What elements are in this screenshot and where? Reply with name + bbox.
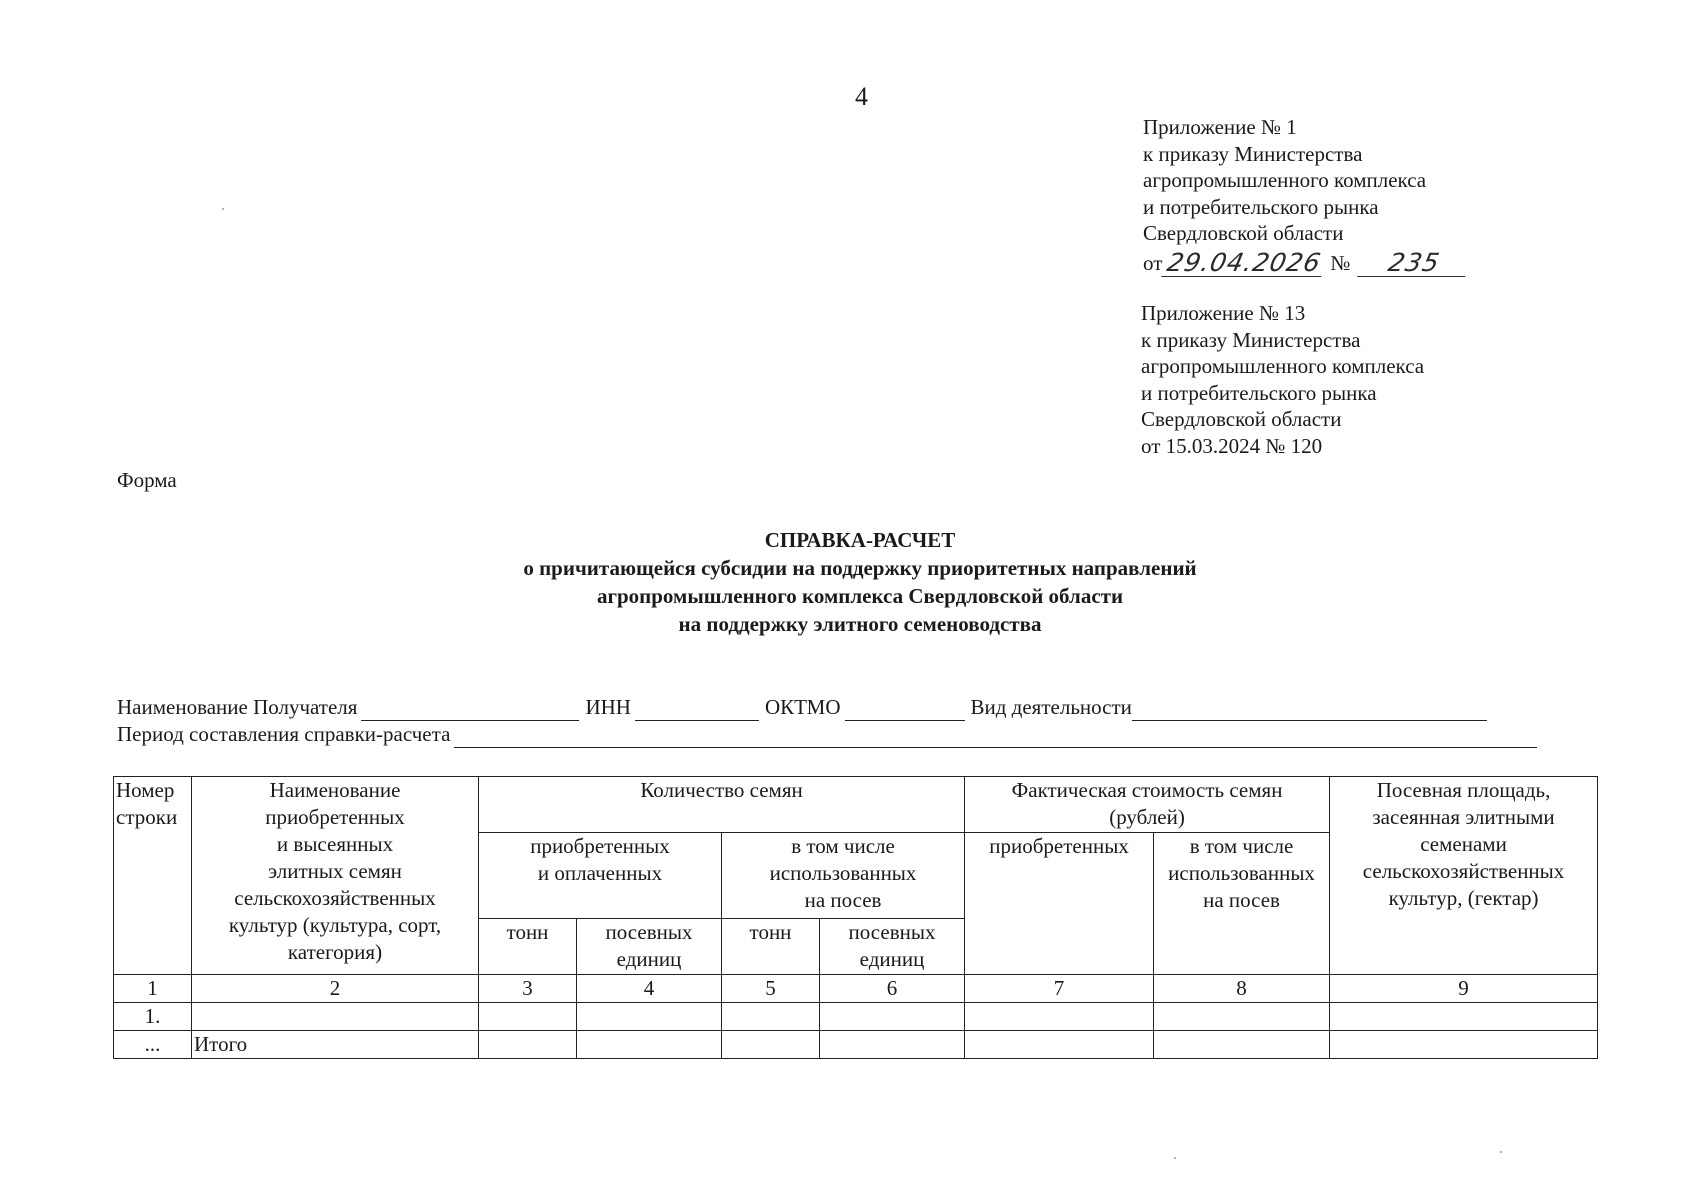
column-number-row bbox=[114, 975, 1598, 1003]
data-cell[interactable] bbox=[1330, 1003, 1598, 1031]
data-cell[interactable] bbox=[1154, 1031, 1330, 1059]
recipient-field[interactable] bbox=[361, 700, 579, 721]
from-prefix: от bbox=[1143, 251, 1163, 275]
header-text: на посев bbox=[804, 888, 882, 912]
header-text: семенами bbox=[1420, 832, 1507, 856]
appendix-1-line: Свердловской области bbox=[1143, 221, 1344, 245]
appendix-13-line: агропромышленного комплекса bbox=[1141, 354, 1425, 378]
handwritten-number: 235 bbox=[1358, 250, 1472, 277]
header-sown-area bbox=[1330, 777, 1598, 975]
column-number: 7 bbox=[965, 975, 1154, 1003]
row-number-cell: ... bbox=[114, 1031, 192, 1059]
data-cell[interactable] bbox=[722, 1003, 820, 1031]
header-text: на посев bbox=[1203, 888, 1280, 912]
handwritten-date: 29.04.2026 bbox=[1162, 250, 1328, 277]
appendix-1-line: и потребительского рынка bbox=[1143, 194, 1379, 219]
calculation-table bbox=[113, 776, 1598, 1059]
total-label-cell: Итого bbox=[192, 1031, 479, 1059]
column-number: 6 bbox=[820, 975, 965, 1003]
form-fields bbox=[117, 694, 1543, 748]
appendix-13-line: к приказу Министерства bbox=[1141, 327, 1361, 352]
header-actual-cost bbox=[965, 777, 1330, 833]
activity-label: Вид деятельности bbox=[970, 695, 1132, 719]
recipient-row bbox=[117, 694, 1543, 721]
header-text: посевных bbox=[605, 920, 693, 944]
header-purchased-paid bbox=[479, 833, 722, 919]
column-number: 4 bbox=[577, 975, 722, 1003]
header-seed-units bbox=[577, 919, 722, 975]
oktmo-label: ОКТМО bbox=[764, 695, 841, 719]
header-text: культур, (гектар) bbox=[1388, 886, 1539, 910]
table-row bbox=[114, 1031, 1598, 1059]
header-cost-used bbox=[1154, 833, 1330, 975]
header-used-for-sowing bbox=[722, 833, 965, 919]
appendix-1-line: агропромышленного комплекса bbox=[1143, 168, 1427, 192]
data-cell[interactable] bbox=[577, 1031, 722, 1059]
row-number-cell: 1. bbox=[114, 1003, 192, 1031]
header-text: сельскохозяйственных bbox=[1362, 859, 1565, 883]
title-line: о причитающейся субсидии на поддержку приоритетных направлений bbox=[523, 556, 1197, 580]
header-row-number bbox=[114, 777, 192, 975]
header-text: в том числе bbox=[1189, 834, 1294, 858]
header-tons: тонн bbox=[479, 919, 577, 975]
header-text: приобретенных bbox=[265, 805, 405, 829]
header-text: единиц bbox=[616, 947, 682, 971]
scan-speck bbox=[1174, 1157, 1176, 1159]
header-text: в том числе bbox=[791, 834, 895, 858]
oktmo-field[interactable] bbox=[845, 700, 965, 721]
header-text: использованных bbox=[1168, 861, 1315, 885]
appendix-1-line: Приложение № 1 bbox=[1143, 115, 1297, 139]
period-field[interactable] bbox=[454, 727, 1537, 748]
header-text: строки bbox=[116, 805, 178, 829]
appendix-13-line: Свердловской области bbox=[1141, 407, 1342, 431]
header-purchased: приобретенных bbox=[965, 833, 1154, 975]
data-cell[interactable] bbox=[722, 1031, 820, 1059]
header-text: сельскохозяйственных bbox=[234, 886, 436, 910]
column-number: 3 bbox=[479, 975, 577, 1003]
table-row bbox=[114, 1003, 1598, 1031]
column-number: 2 bbox=[192, 975, 479, 1003]
data-cell[interactable] bbox=[479, 1031, 577, 1059]
scan-speck bbox=[222, 208, 224, 210]
column-number: 9 bbox=[1330, 975, 1598, 1003]
header-text: культур (культура, сорт, bbox=[228, 913, 442, 937]
column-number: 1 bbox=[114, 975, 192, 1003]
appendix-13-line: Приложение № 13 bbox=[1141, 301, 1306, 325]
header-crop-name bbox=[192, 777, 479, 975]
title-line: на поддержку элитного семеноводства bbox=[678, 612, 1042, 636]
form-label: Форма bbox=[117, 468, 177, 492]
activity-field[interactable] bbox=[1132, 700, 1487, 721]
header-text: и высеянных bbox=[276, 832, 394, 856]
header-text: и оплаченных bbox=[537, 861, 663, 885]
document-title bbox=[0, 526, 1697, 638]
column-number: 5 bbox=[722, 975, 820, 1003]
title-heading: СПРАВКА-РАСЧЕТ bbox=[764, 528, 956, 552]
recipient-label: Наименование Получателя bbox=[117, 695, 358, 719]
data-cell[interactable] bbox=[577, 1003, 722, 1031]
header-text: посевных bbox=[848, 920, 936, 944]
header-seed-units bbox=[820, 919, 965, 975]
number-prefix: № bbox=[1330, 251, 1351, 275]
header-text: единиц bbox=[859, 947, 925, 971]
header-text: Номер bbox=[116, 778, 175, 802]
inn-field[interactable] bbox=[635, 700, 759, 721]
appendix-1-block bbox=[1143, 114, 1468, 277]
period-label: Период составления справки-расчета bbox=[117, 722, 451, 746]
crop-name-cell[interactable] bbox=[192, 1003, 479, 1031]
header-text: Посевная площадь, bbox=[1376, 778, 1551, 802]
appendix-1-date-line bbox=[1143, 247, 1468, 277]
appendix-13-line: от 15.03.2024 № 120 bbox=[1141, 433, 1323, 458]
title-line: агропромышленного комплекса Свердловской области bbox=[596, 584, 1124, 608]
page-number: 4 bbox=[855, 82, 868, 111]
header-text: использованных bbox=[769, 861, 917, 885]
data-cell[interactable] bbox=[965, 1031, 1154, 1059]
scan-speck bbox=[1500, 1151, 1502, 1153]
appendix-1-line: к приказу Министерства bbox=[1143, 141, 1363, 166]
header-text: элитных семян bbox=[268, 859, 402, 883]
data-cell[interactable] bbox=[820, 1031, 965, 1059]
inn-label: ИНН bbox=[585, 695, 631, 719]
header-text: Наименование bbox=[269, 778, 401, 802]
appendix-13-block bbox=[1141, 300, 1424, 459]
data-cell[interactable] bbox=[965, 1003, 1154, 1031]
data-cell[interactable] bbox=[820, 1003, 965, 1031]
header-text: категория) bbox=[287, 940, 383, 964]
data-cell[interactable] bbox=[479, 1003, 577, 1031]
period-row bbox=[117, 721, 1543, 748]
header-row bbox=[114, 777, 1598, 833]
header-tons: тонн bbox=[722, 919, 820, 975]
data-cell[interactable] bbox=[1154, 1003, 1330, 1031]
data-cell[interactable] bbox=[1330, 1031, 1598, 1059]
header-text: приобретенных bbox=[530, 834, 670, 858]
header-text: (рублей) bbox=[1109, 805, 1185, 829]
header-seed-quantity: Количество семян bbox=[479, 777, 965, 833]
header-text: засеянная элитными bbox=[1372, 805, 1555, 829]
column-number: 8 bbox=[1154, 975, 1330, 1003]
header-text: Фактическая стоимость семян bbox=[1011, 778, 1283, 802]
appendix-13-line: и потребительского рынка bbox=[1141, 380, 1377, 405]
